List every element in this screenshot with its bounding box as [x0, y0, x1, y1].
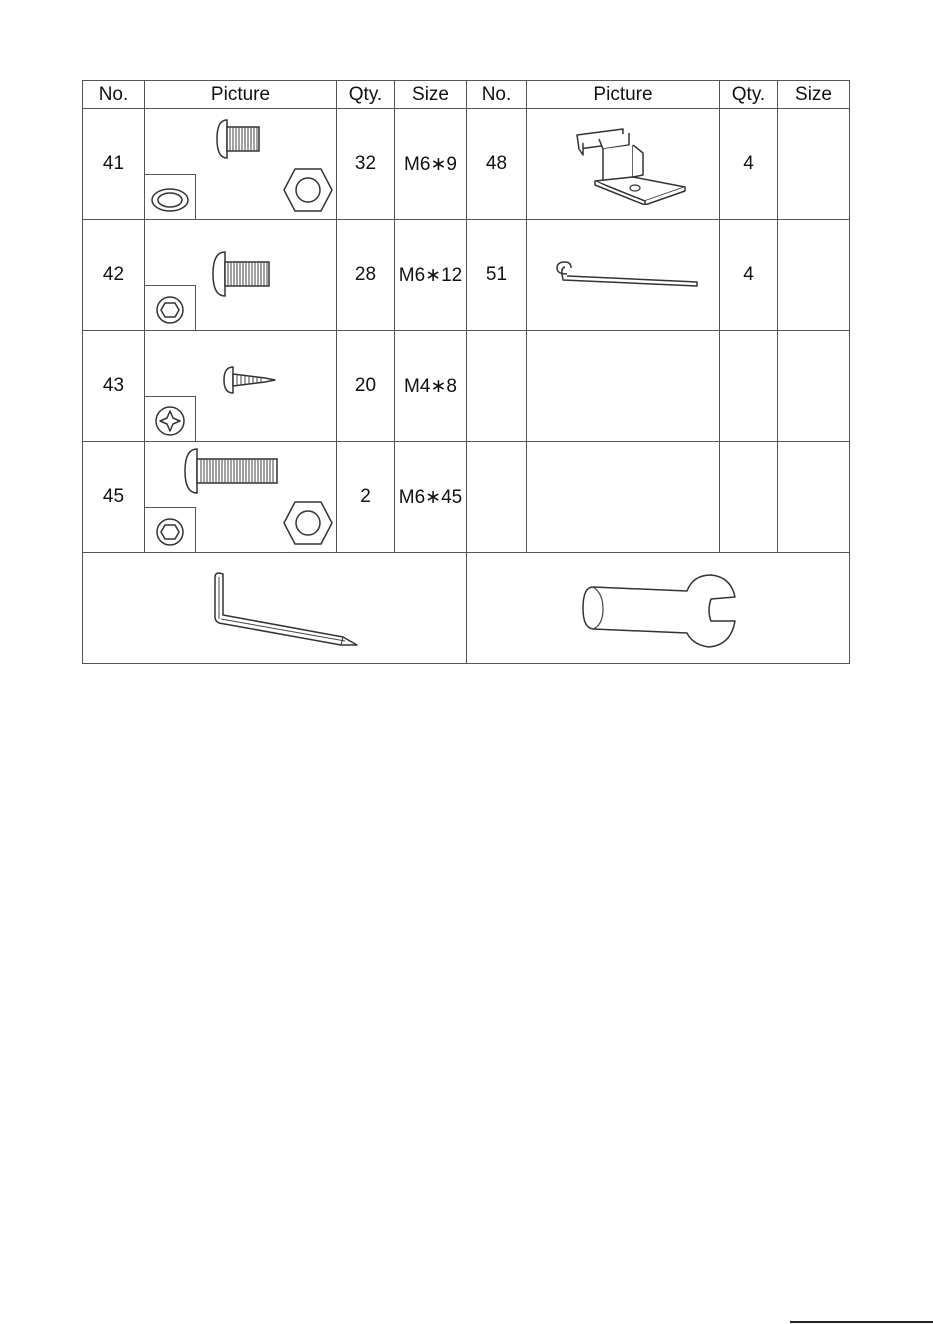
header-row [83, 81, 850, 109]
part-picture [145, 442, 337, 553]
hex-nut-icon [283, 167, 333, 213]
part-size: M6∗45 [395, 442, 467, 553]
hex-socket-inset [145, 285, 196, 330]
part-qty: 2 [337, 442, 395, 553]
part-size: M6∗12 [395, 220, 467, 331]
button-head-bolt-icon [213, 117, 265, 161]
part-qty: 4 [720, 109, 778, 220]
part-picture [145, 109, 337, 220]
table-row [83, 220, 850, 331]
header-size: Size [778, 81, 850, 109]
parts-table [82, 80, 850, 664]
part-picture [527, 109, 720, 220]
part-number: 45 [83, 442, 145, 553]
washer-inset [145, 174, 196, 219]
part-picture [527, 442, 720, 553]
part-number: 51 [467, 220, 527, 331]
header-picture: Picture [145, 81, 337, 109]
part-size [778, 109, 850, 220]
part-picture [145, 331, 337, 442]
part-qty: 28 [337, 220, 395, 331]
phillips-head-inset [145, 396, 196, 441]
tools-row [83, 553, 850, 664]
part-number: 43 [83, 331, 145, 442]
header-no: No. [83, 81, 145, 109]
part-qty [720, 442, 778, 553]
header-picture: Picture [527, 81, 720, 109]
part-qty [720, 331, 778, 442]
part-qty: 32 [337, 109, 395, 220]
button-head-bolt-icon [209, 250, 273, 298]
part-qty: 4 [720, 220, 778, 331]
page-edge-line [790, 1321, 933, 1323]
z-bracket-icon [573, 125, 691, 205]
header-size: Size [395, 81, 467, 109]
part-number [467, 442, 527, 553]
open-end-wrench-icon [581, 573, 739, 649]
hex-socket-icon [145, 508, 195, 552]
phillips-screw-icon [221, 365, 277, 395]
part-size: M4∗8 [395, 331, 467, 442]
part-picture [145, 220, 337, 331]
part-number [467, 331, 527, 442]
part-size [778, 220, 850, 331]
part-number: 41 [83, 109, 145, 220]
table-row [83, 442, 850, 553]
phillips-head-icon [145, 397, 195, 441]
part-size: M6∗9 [395, 109, 467, 220]
header-qty: Qty. [337, 81, 395, 109]
table-row [83, 331, 850, 442]
hex-socket-inset [145, 507, 196, 552]
part-qty: 20 [337, 331, 395, 442]
part-size [778, 331, 850, 442]
table-row [83, 109, 850, 220]
part-picture [527, 220, 720, 331]
hex-nut-icon [283, 500, 333, 546]
allen-key-icon [211, 571, 361, 655]
tool-cell [467, 553, 850, 664]
washer-icon [145, 175, 195, 219]
long-bolt-icon [181, 446, 281, 496]
hook-rod-icon [553, 260, 701, 294]
header-no: No. [467, 81, 527, 109]
part-number: 48 [467, 109, 527, 220]
part-size [778, 442, 850, 553]
tool-cell [83, 553, 467, 664]
hex-socket-icon [145, 286, 195, 330]
header-qty: Qty. [720, 81, 778, 109]
part-number: 42 [83, 220, 145, 331]
part-picture [527, 331, 720, 442]
